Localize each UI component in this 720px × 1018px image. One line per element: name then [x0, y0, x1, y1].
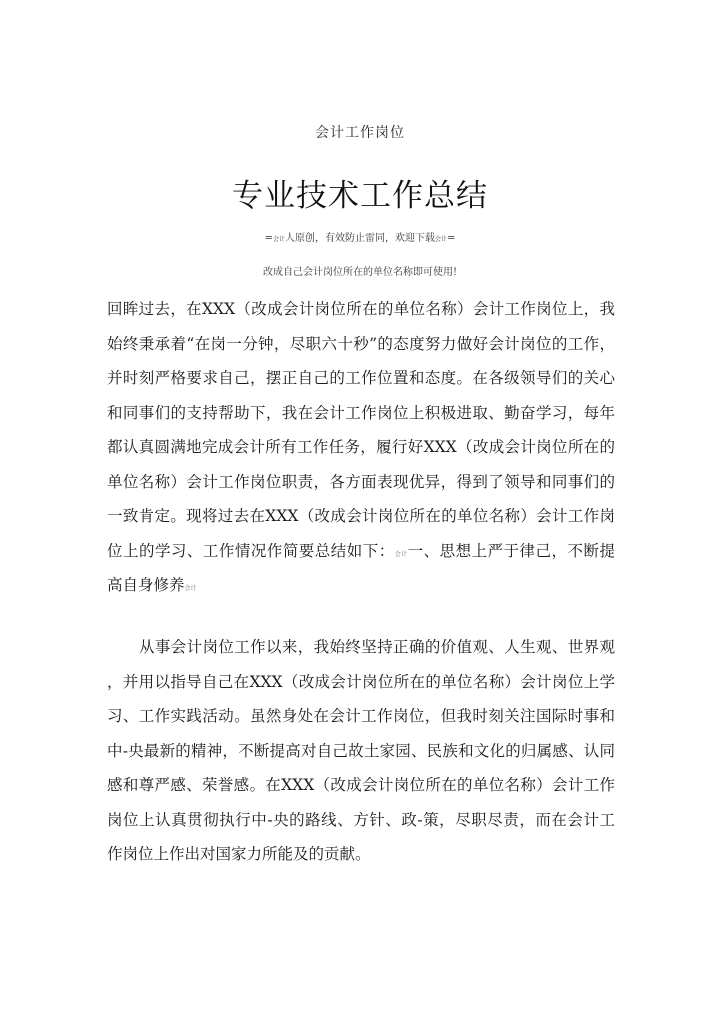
- small-mark: 会计: [184, 585, 197, 592]
- paragraph-line: 中-央最新的精神，不断提高对自己故土家园、民族和文化的归属感、认同: [107, 741, 615, 760]
- tagline-small-1: 会计: [272, 236, 285, 243]
- paragraph-line: 感和尊严感、荣誉感。在XXX（改成会计岗位所在的单位名称）会计工作: [107, 776, 615, 794]
- paragraph-line: 并时刻严格要求自己，摆正自己的工作位置和态度。在各级领导们的关心: [107, 369, 615, 387]
- paragraph-line: 一致肯定。现将过去在XXX（改成会计岗位所在的单位名称）会计工作岗: [107, 507, 615, 525]
- paragraph-1: [107, 292, 615, 603]
- tagline: [0, 229, 720, 244]
- section-heading-1: 一、思想上严于律己，不断提: [407, 541, 615, 560]
- tagline-prefix: =: [264, 233, 273, 244]
- tagline-small-2: 会计: [435, 236, 448, 243]
- paragraph-line: 回眸过去，在XXX（改成会计岗位所在的单位名称）会计工作岗位上，我: [107, 300, 615, 318]
- paragraph-line: 岗位上认真贯彻执行中-央的路线、方针、政-策，尽职尽责，而在会计工: [107, 810, 615, 829]
- paragraph-line: 作岗位上作出对国家力所能及的贡献。: [107, 845, 371, 863]
- paragraph-line: 从事会计岗位工作以来，我始终坚持正确的价值观、人生观、世界观: [139, 638, 615, 656]
- tagline-suffix: =: [447, 233, 456, 244]
- paragraph-line: [107, 534, 615, 569]
- paragraph-line: 都认真圆满地完成会计所有工作任务，履行好XXX（改成会计岗位所在的: [107, 438, 615, 456]
- usage-note: 改成自己会计岗位所在的单位名称即可使用!: [262, 267, 458, 278]
- paragraph-line: 单位名称）会计工作岗位职责，各方面表现优异，得到了领导和同事们的: [107, 472, 615, 491]
- paragraph-line: [107, 568, 615, 603]
- small-mark: 会计: [394, 550, 408, 558]
- tagline-text: 人原创，有效防止雷同，欢迎下载: [285, 233, 435, 244]
- section-heading-1-end: 高自身修养: [107, 576, 185, 594]
- paragraph-line: ，并用以指导自己在XXX（改成会计岗位所在的单位名称）会计岗位上学: [107, 672, 615, 691]
- paragraph-line: 始终秉承着“在岗一分钟，尽职六十秒”的态度努力做好会计岗位的工作，: [107, 334, 615, 353]
- paragraph-line: 习、工作实践活动。虽然身处在会计工作岗位，但我时刻关注国际时事和: [107, 707, 615, 725]
- paragraph-2: [107, 630, 615, 872]
- main-title: 专业技术工作总结: [232, 178, 488, 214]
- header-title: 会计工作岗位: [315, 125, 405, 141]
- line-text: 位上的学习、工作情况作简要总结如下：: [107, 541, 395, 560]
- paragraph-line: 和同事们的支持帮助下，我在会计工作岗位上积极进取、勤奋学习，每年: [107, 403, 615, 422]
